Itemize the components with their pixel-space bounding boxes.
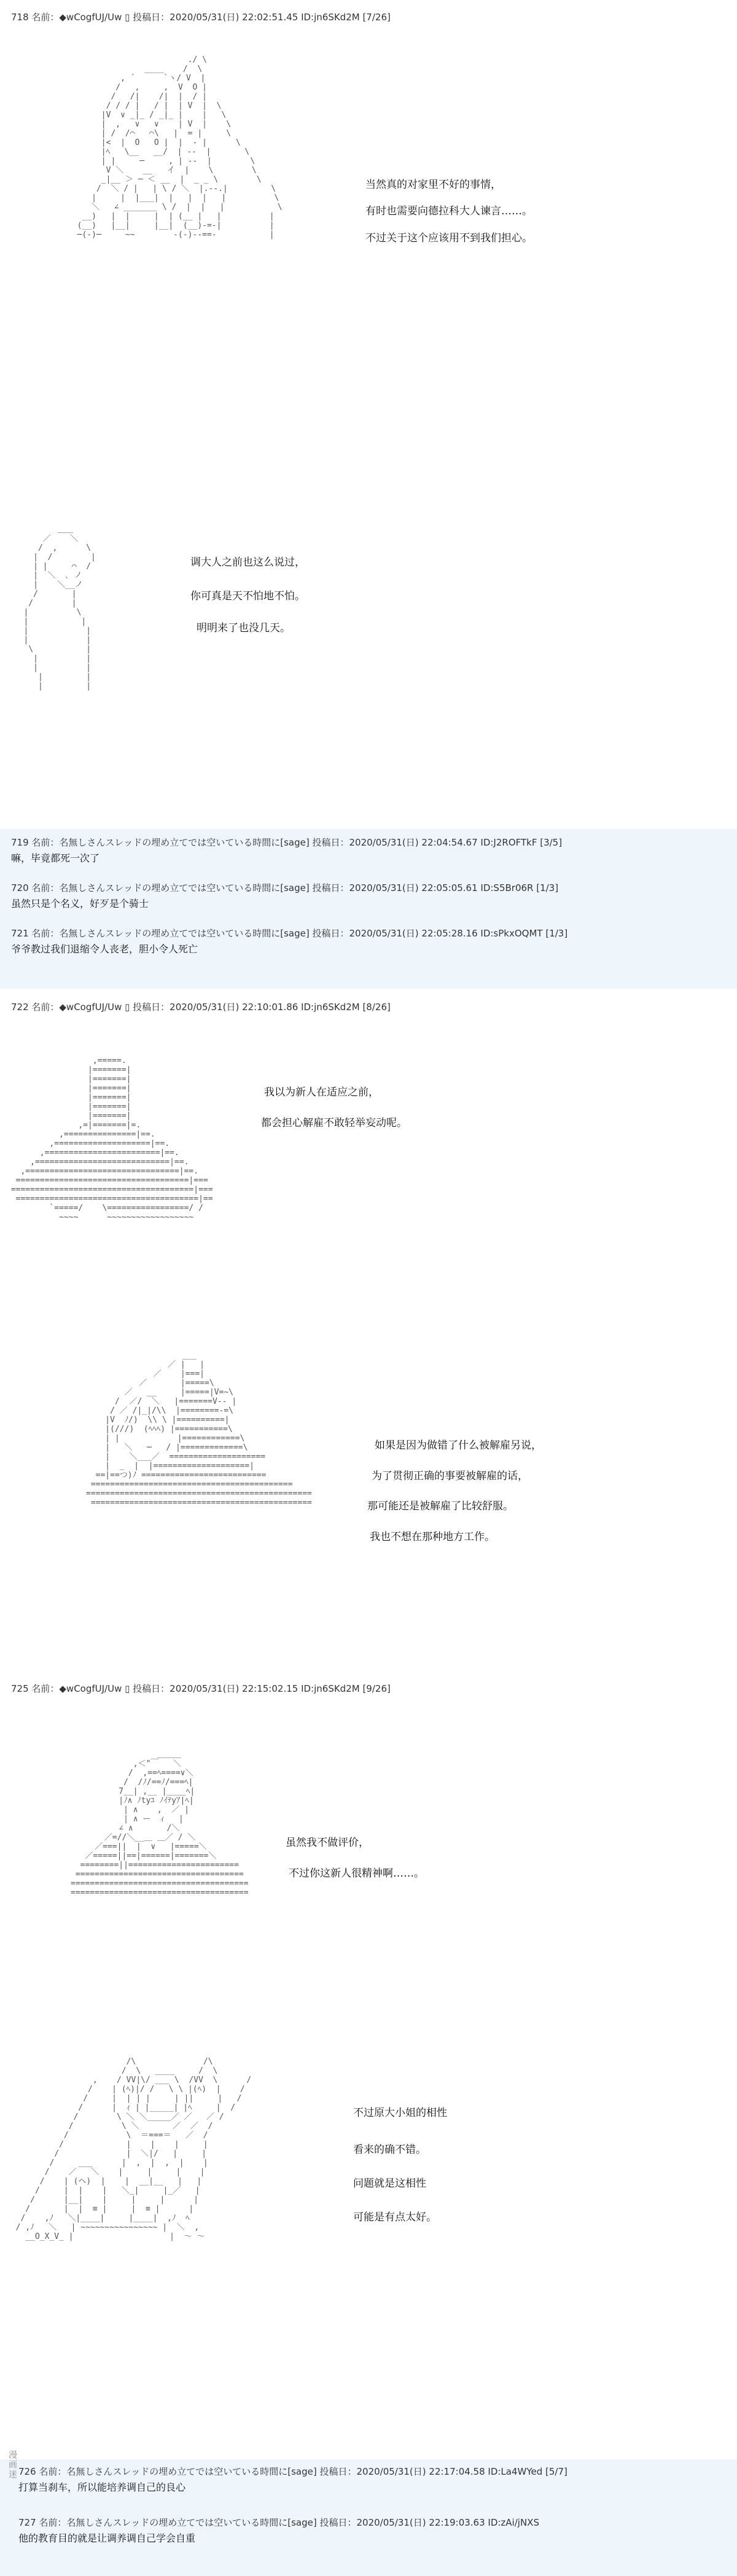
reply-body: 虽然只是个名义，好歹是个骑士 bbox=[11, 898, 149, 909]
ascii-art-figure-3: ,=====. |=======| |=======| |=======| |=======| |=======| |=======| ,=|=======|=. ,===============|==. ,====================|==. ,========================|==. ,============================|==. ,================================|==. ====================================|=== ======================================|=== ======================================|== `=====/ \=================/ / ~~~~ ~~~~~~~~~~~~~~~~~~ bbox=[10, 1056, 213, 1222]
dialog-line: 看来的确不错。 bbox=[353, 2144, 426, 2156]
dialog-line: 当然真的对家里不好的事情， bbox=[365, 179, 501, 191]
dialog-line: 不过你这新人很精神啊……。 bbox=[289, 1867, 424, 1880]
dialog-line: 那可能还是被解雇了比较舒服。 bbox=[367, 1500, 513, 1512]
reply-header: 726 名前：名無しさんスレッドの埋め立てでは空いている時間に[sage] 投稿日：2020/05/31(日) 22:17:04.58 ID:La4WYed [5/7] bbox=[18, 2466, 567, 2477]
reply-header: 719 名前：名無しさんスレッドの埋め立てでは空いている時間に[sage] 投稿日：2020/05/31(日) 22:04:54.67 ID:J2ROFTkF [3/5] bbox=[11, 837, 563, 848]
reply-header: 721 名前：名無しさんスレッドの埋め立てでは空いている時間に[sage] 投稿日：2020/05/31(日) 22:05:28.16 ID:sPkxOQMT [1/3] bbox=[11, 928, 568, 939]
dialog-line: 有时也需要向德拉科大人谏言……。 bbox=[365, 205, 532, 217]
dialog-line: 我也不想在那种地方工作。 bbox=[370, 1531, 495, 1543]
dialog-line: 明明来了也没几天。 bbox=[197, 622, 291, 634]
reply-body: 打算当刹车，所以能培养调自己的良心 bbox=[18, 2481, 186, 2493]
dialog-line: 问题就是这相性 bbox=[353, 2177, 426, 2190]
dialog-line: 都会担心解雇不敢轻举妄动呢。 bbox=[261, 1117, 407, 1129]
post-header-725: 725 名前：◆wCogfUJ/Uw ▯ 投稿日：2020/05/31(日) 22:15:02.15 ID:jn6SKd2M [9/26] bbox=[11, 1683, 391, 1694]
reply-body: 爷爷教过我们退缩令人丧老，胆小令人死亡 bbox=[11, 943, 198, 955]
dialog-line: 我以为新人在适应之前， bbox=[264, 1086, 379, 1099]
dialog-line: 你可真是天不怕地不怕。 bbox=[190, 590, 305, 602]
reply-header: 720 名前：名無しさんスレッドの埋め立てでは空いている時間に[sage] 投稿日：2020/05/31(日) 22:05:05.61 ID:S5Br06R [1/3] bbox=[11, 882, 559, 893]
post-header-722: 722 名前：◆wCogfUJ/Uw ▯ 投稿日：2020/05/31(日) 22:10:01.86 ID:jn6SKd2M [8/26] bbox=[11, 1002, 391, 1013]
reply-body: 他的教育目的就是让调养调自己学会自重 bbox=[18, 2532, 196, 2544]
dialog-line: 不过原大小姐的相性 bbox=[353, 2107, 447, 2119]
ascii-art-figure-5: ＿＿＿ ,＜"￣ ＼ / ,==ﾍ====∨＼ / /ﾉ/==ﾉ/===ﾍ| 7__| ,__ |____ﾍ| |ﾉ∧ ﾉtyﾕ ﾉｲﾃyｱ|ﾍ| | ∧ , ／ | | ∧ ー ｨ | ∠ ∧ /＼ ／=//＼__＿ ＿／ / ＼ ／===|| | ∨ |=====＼ ／=====||==|======|=======＼ ========||======================= =================================== ===================================== ===================================== bbox=[71, 1750, 249, 1897]
reply-body: 嘛，毕竟都死一次了 bbox=[11, 852, 100, 864]
dialog-line: 虽然我不做评价， bbox=[286, 1837, 369, 1849]
dialog-line: 如果是因为做错了什么被解雇另说， bbox=[375, 1439, 542, 1452]
post-header-718: 718 名前：◆wCogfUJ/Uw ▯ 投稿日：2020/05/31(日) 22:02:51.45 ID:jn6SKd2M [7/26] bbox=[11, 12, 391, 23]
ascii-art-figure-6: /\ /\ / \ ____ / \ , / VV|\/ ___ \ /VV \ / / | (ﾍ)|/ / \ \ |(ﾍ) | / / | | | | | || | / / | ｨ | |_____| |ﾍ | / / \ ＼ ＼_____／ ／ ／ / / \ ＼ ／ ／ / / \ ＝===＝ ／ / / | | | | / | ＼|/ | | / ___ | , | , | | / ／ ＼ | | | | / | (ヘ) | | __|__ | | / | | | ＼_| |_／ | / |__| | | | | / | | ≡ | | ≡ | | / ,ﾉ ＼|____| |____| ,ﾉ ﾍ / ,ﾉ ＼ | ~~~~~~~~~~~~~~~~ | ＼ , __O_X_V_ | | ～ ～ bbox=[15, 2057, 252, 2241]
reply-header: 727 名前：名無しさんスレッドの埋め立てでは空いている時間に[sage] 投稿日：2020/05/31(日) 22:19:03.63 ID:zAi/jNXS bbox=[18, 2517, 539, 2528]
ascii-art-figure-4: ___ ／ | | ／ |===| ／ |=====\ ／ __ |=====|V=~\ / ／/ ＼ |=======V-- | / ／ /|_|/\\ |========-=\ |V ﾉ/) \\ \ |==========| |(///) (ﾍﾍﾍ) |===========\ | | |============\ | ＼ ─ / |=============\ | ＼___／ ==================== | _ | |====================| ==|==つ)ﾉ ========================== ========================================== =============================================== ============================================== bbox=[86, 1351, 312, 1508]
ascii-art-figure-2: ＿＿ ／ ＼ / , \ | / | | | ⌒ / | ＼ ､ ノ | ＼__ノ / | / | | \ | | | | | | \ | | | | | | | | | bbox=[23, 525, 96, 691]
dialog-line: 为了贯彻正确的事要被解雇的话， bbox=[372, 1470, 528, 1482]
dialog-line: 不过关于这个应该用不到我们担心。 bbox=[365, 232, 532, 244]
ascii-art-figure-1: ./ \ ____ / \ , ´ `ヽ/ V | / , , V O | / /| /| | / | / / / | / | | V | \ |V ∨ _|_ / _|_ | | \ | , ∨ ∨ | V | \ | / /⌒ ⌒\ | = | \ |< | O O | | - | \ |ﾍ \__ __/ | -- | \ | | ─ , | -- | \ V ＼ __ イ | \ \ _|__ ＞ ─ ＜ __ | _ _ \ \ / ＼ / | | \ / ＼ |.--.| \ | | |___| | | | | \ ＼ ∠ _______ \ / | | | \ __) | | | | (__ | | | (__) |__| |__| (__)-=-| | ─(-)─ ~~ -(-)--==- | bbox=[77, 55, 283, 239]
dialog-line: 可能是有点太好。 bbox=[353, 2211, 437, 2224]
watermark: 漫画迷 bbox=[7, 2450, 17, 2480]
dialog-line: 调大人之前也这么说过， bbox=[190, 556, 305, 569]
